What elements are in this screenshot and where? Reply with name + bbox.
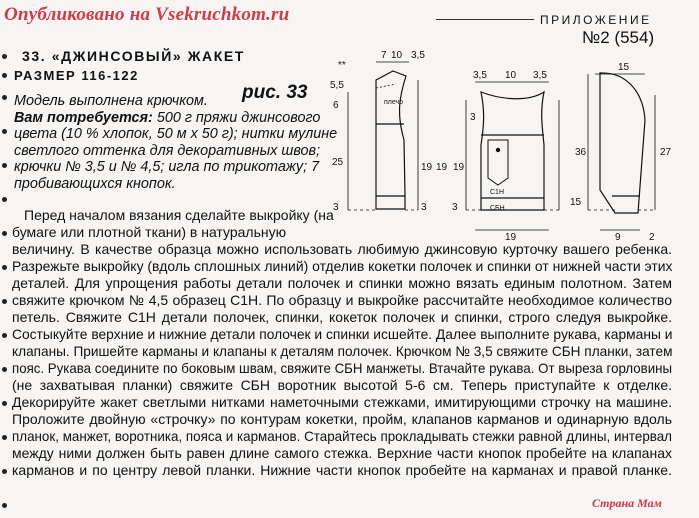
- body-line: клапаны. Пришейте карманы и клапаны к деталям полочек. Крючком № 3,5 свяжите СБН планки, затем: [12, 343, 673, 359]
- appendix-label: ПРИЛОЖЕНИЕ: [540, 13, 652, 27]
- lead-line: светлого оттенка для декоративных швов;: [14, 142, 321, 159]
- body-line: свяжите крючком № 4,5 образец С1Н. По образцу и выкройке рассчитайте необходимое количество: [12, 292, 672, 308]
- body-line: Проложите двойную «строчку» по контурам кокетки, пройм, клапанов карманов и одинарную вдоль: [12, 411, 672, 427]
- lead-line: крючки № 3,5 и № 4,5; игла по трикотажу; 7: [14, 159, 320, 176]
- body-line: деталей. Для упрощения работы детали полочек и спинки можно вязать единым полотном. Затем: [12, 275, 672, 291]
- watermark-brand: Страна Мам: [592, 496, 662, 510]
- front-label: плечо: [384, 99, 404, 106]
- lead-line: Модель выполнена крючком.: [14, 93, 208, 109]
- body-line: между ними должен быть равен длине самого стежка. Верхние части кнопок пробейте на клапанах: [12, 445, 672, 461]
- front-dim: 6: [333, 100, 339, 111]
- front-dim: 3,5: [411, 50, 425, 61]
- watermark-site: Опубликовано на Vsekruchkom.ru: [4, 4, 290, 25]
- body-line: пояс. Рукава соедините по боковым швам, свяжите СБН манжеты. Втачайте рукава. От выреза горловины: [12, 360, 672, 376]
- body-line: Разрежьте выкройку (вдоль сплошных линий) отделив кокетки полочек и спинки от нижней части этих: [12, 258, 673, 274]
- body-line: бумаге или плотной ткани) в натуральную: [12, 224, 287, 240]
- front-dim: 25: [332, 157, 344, 168]
- lead-line: пробивающихся кнопок.: [14, 176, 176, 192]
- lead-line: цвета (10 % хлопок, 50 м х 50 г); нитки мулине: [14, 126, 338, 143]
- body-line: величину. В качестве образца можно использовать любимую джинсовую курточку вашего ребенка.: [12, 241, 672, 257]
- front-dim: **: [338, 60, 346, 71]
- sleeve-dim: 27: [660, 147, 672, 158]
- front-dim: 3: [421, 202, 427, 213]
- front-dim: 3: [333, 202, 339, 213]
- body-line: (не захватывая планки) свяжите СБН воротник высотой 5-6 см. Теперь приступайте к отделке.: [12, 377, 672, 393]
- back-dim: 10: [505, 70, 517, 81]
- sleeve-dim: 9: [615, 232, 621, 241]
- front-dim: 7: [381, 50, 387, 61]
- sleeve-dim: 15: [618, 62, 630, 73]
- pattern-diagram: [325, 45, 697, 241]
- body-line: петель. Свяжите С1Н детали полочек, спинки, кокеток полочек и спинки, строго следуя выкройке.: [12, 309, 672, 325]
- back-dim: 3: [452, 202, 458, 213]
- back-dim: 3,5: [473, 70, 487, 81]
- body-line: Декорируйте жакет светлыми нитками наметочными стежками, имитирующими строчку на машине.: [12, 394, 672, 410]
- figure-label: рис. 33: [242, 82, 308, 103]
- front-dim: 10: [391, 50, 403, 61]
- back-label: СБН: [490, 205, 505, 212]
- size-line: РАЗМЕР 116-122: [14, 68, 139, 83]
- back-dim: 3,5: [533, 70, 547, 81]
- body-line: карманов и по центру левой планки. Нижние части кнопок пробейте на карманах и правой планке.: [12, 462, 672, 478]
- sleeve-dim: 15: [570, 197, 582, 208]
- front-dim: 19: [421, 162, 433, 173]
- back-label: С1Н: [490, 189, 505, 196]
- back-dim: 19: [436, 162, 448, 173]
- back-dim: 19: [505, 232, 517, 241]
- issue-number: №2 (554): [582, 28, 655, 47]
- article-title: 33. «ДЖИНСОВЫЙ» ЖАКЕТ: [22, 48, 245, 64]
- back-dim: 19: [453, 162, 465, 173]
- body-line: Перед началом вязания сделайте выкройку (на: [24, 207, 334, 223]
- body-line: планок, манжет, воротника, пояса и карманов. Старайтесь прокладывать стежки равной длины, интервал: [12, 428, 672, 444]
- sleeve-dim: 36: [575, 147, 587, 158]
- body-line: Состыкуйте верхние и нижние детали полочек и спинки исшейте. Далее выполните рукава, карманы и: [12, 326, 673, 342]
- lead-line: Вам потребуется: 500 г пряжи джинсового: [14, 109, 321, 126]
- front-outline: [376, 71, 406, 209]
- sleeve-outline: [600, 73, 645, 213]
- pocket-outline: [488, 140, 508, 185]
- front-dim: 5,5: [330, 80, 344, 91]
- back-dim: 3: [470, 112, 476, 123]
- sleeve-dim: 2: [649, 232, 655, 241]
